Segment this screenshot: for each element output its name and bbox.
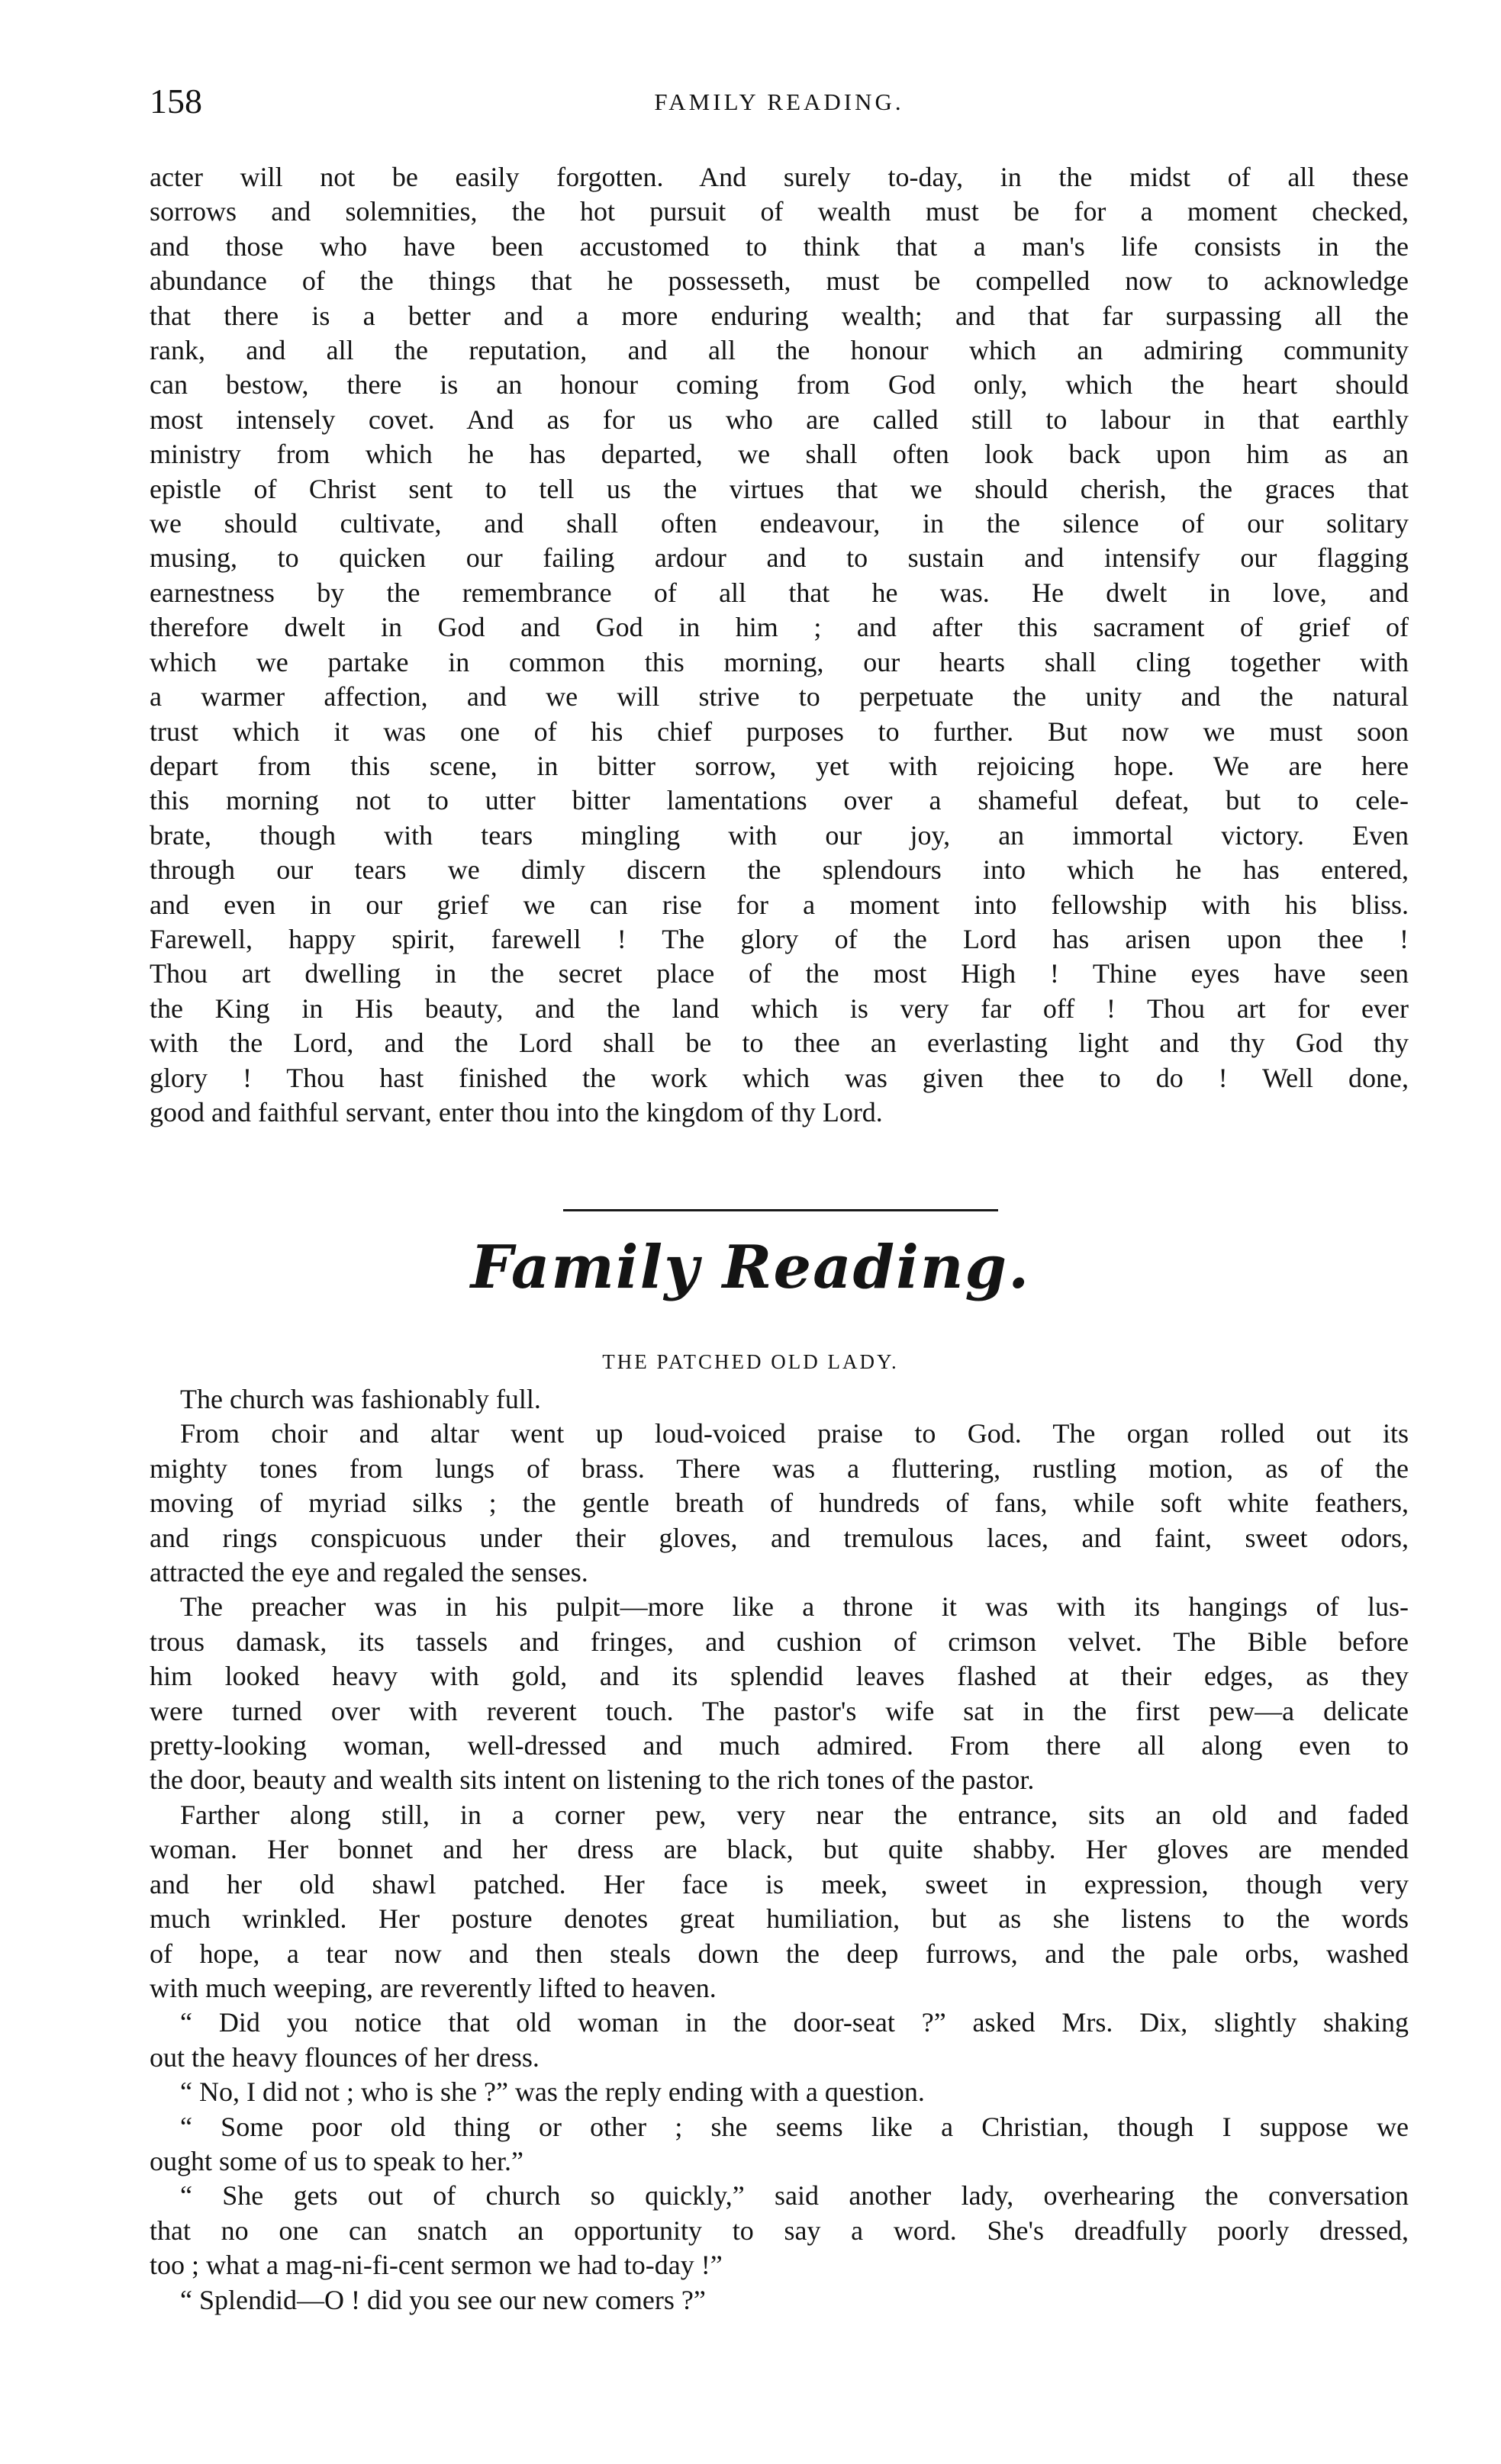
text-line: that there is a better and a more enduring wealth; and that far surpassing all the: [150, 300, 1409, 331]
article-title: THE PATCHED OLD LADY.: [602, 1350, 899, 1373]
text-line: therefore dwelt in God and God in him ; and after this sacrament of grief of: [150, 612, 1409, 643]
text-line: most intensely covet. And as for us who are called still to labour in that earthly: [150, 404, 1409, 435]
text-line: too ; what a mag-ni-fi-cent sermon we had to-day !”: [150, 2250, 723, 2281]
running-head: FAMILY READING.: [654, 88, 904, 115]
text-line: mighty tones from lungs of brass. There was a fluttering, rustling motion, as of the: [150, 1452, 1409, 1484]
page-header: [150, 81, 1409, 127]
text-line: abundance of the things that he possesseth, must be compelled now to acknowledge: [150, 265, 1409, 297]
text-line: with the Lord, and the Lord shall be to thee an everlasting light and thy God thy: [150, 1028, 1409, 1059]
text-line: epistle of Christ sent to tell us the virtues that we should cherish, the graces that: [150, 473, 1409, 504]
text-line: brate, though with tears mingling with our joy, an immortal victory. Even: [150, 819, 1409, 851]
section-title: Family Reading.: [470, 1233, 1031, 1302]
text-line: and even in our grief we can rise for a moment into fellowship with his bliss.: [150, 889, 1409, 920]
section-divider: [563, 1209, 998, 1211]
article-text: [150, 1382, 1409, 2318]
text-line: depart from this scene, in bitter sorrow, yet with rejoicing hope. We are here: [150, 750, 1409, 781]
text-line: earnestness by the remembrance of all that he was. He dwelt in love, and: [150, 577, 1409, 608]
text-line: that no one can snatch an opportunity to say a word. She's dreadfully poorly dressed,: [150, 2215, 1409, 2246]
text-line: this morning not to utter bitter lamentations over a shameful defeat, but to cele-: [150, 785, 1409, 816]
text-line: through our tears we dimly discern the splendours into which he has entered,: [150, 854, 1409, 886]
text-line: can bestow, there is an honour coming from God only, which the heart should: [150, 369, 1409, 400]
text-line: rank, and all the reputation, and all the honour which an admiring community: [150, 335, 1409, 366]
text-line: “ Splendid—O ! did you see our new comers ?”: [180, 2284, 706, 2315]
text-line: with much weeping, are reverently lifted to heaven.: [150, 1972, 717, 2003]
text-line: Farewell, happy spirit, farewell ! The glory of the Lord has arisen upon thee !: [150, 923, 1409, 954]
text-line: ministry from which he has departed, we shall often look back upon him as an: [150, 439, 1409, 470]
text-line: and her old shawl patched. Her face is meek, sweet in expression, though very: [150, 1868, 1409, 1899]
sermon-text: [150, 160, 1409, 1130]
text-line: Farther along still, in a corner pew, very near the entrance, sits an old and faded: [180, 1799, 1409, 1830]
text-line: acter will not be easily forgotten. And surely to-day, in the midst of all these: [150, 162, 1409, 192]
text-line: the King in His beauty, and the land which is very far off ! Thou art for ever: [150, 992, 1409, 1024]
text-line: musing, to quicken our failing ardour and to sustain and intensify our flagging: [150, 542, 1409, 574]
text-line: Thou art dwelling in the secret place of the most High ! Thine eyes have seen: [150, 958, 1409, 989]
text-line: him looked heavy with gold, and its splendid leaves flashed at their edges, as they: [150, 1661, 1409, 1692]
text-line: “ She gets out of church so quickly,” said another lady, overhearing the conversation: [180, 2180, 1409, 2211]
text-line: attracted the eye and regaled the senses.: [150, 1557, 588, 1588]
page-number: 158: [150, 82, 202, 121]
text-line: sorrows and solemnities, the hot pursuit of wealth must be for a moment checked,: [150, 196, 1409, 227]
text-line: which we partake in common this morning, our hearts shall cling together with: [150, 646, 1409, 677]
text-line: were turned over with reverent touch. The pastor's wife sat in the first pew—a delicate: [150, 1695, 1409, 1726]
text-line: glory ! Thou hast finished the work which was given thee to do ! Well done,: [150, 1062, 1409, 1093]
text-line: good and faithful servant, enter thou into the kingdom of thy Lord.: [150, 1096, 883, 1127]
text-line: the door, beauty and wealth sits intent on listening to the rich tones of the pastor.: [150, 1764, 1035, 1796]
text-line: woman. Her bonnet and her dress are black, but quite shabby. Her gloves are mended: [150, 1834, 1409, 1865]
text-line: trous damask, its tassels and fringes, and cushion of crimson velvet. The Bible before: [150, 1626, 1409, 1657]
text-line: a warmer affection, and we will strive to perpetuate the unity and the natural: [150, 681, 1409, 713]
text-line: pretty-looking woman, well-dressed and much admired. From there all along even to: [150, 1730, 1409, 1761]
text-line: we should cultivate, and shall often endeavour, in the silence of our solitary: [150, 508, 1409, 539]
text-line: “ Did you notice that old woman in the door-seat ?” asked Mrs. Dix, slightly shaking: [180, 2007, 1409, 2038]
text-line: From choir and altar went up loud-voiced praise to God. The organ rolled out its: [180, 1418, 1409, 1449]
text-line: “ No, I did not ; who is she ?” was the reply ending with a question.: [180, 2076, 925, 2108]
text-line: much wrinkled. Her posture denotes great humiliation, but as she listens to the words: [150, 1903, 1409, 1935]
text-line: moving of myriad silks ; the gentle breath of hundreds of fans, while soft white feathers,: [150, 1488, 1409, 1519]
text-line: “ Some poor old thing or other ; she seems like a Christian, though I suppose we: [180, 2111, 1409, 2142]
text-line: trust which it was one of his chief purposes to further. But now we must soon: [150, 716, 1409, 747]
text-line: ought some of us to speak to her.”: [150, 2145, 523, 2176]
text-line: of hope, a tear now and then steals down the deep furrows, and the pale orbs, washed: [150, 1938, 1409, 1969]
text-line: The preacher was in his pulpit—more like a throne it was with its hangings of lus-: [180, 1591, 1409, 1623]
text-line: The church was fashionably full.: [180, 1384, 541, 1414]
text-line: and those who have been accustomed to think that a man's life consists in the: [150, 230, 1409, 262]
text-line: out the heavy flounces of her dress.: [150, 2041, 540, 2073]
text-line: and rings conspicuous under their gloves, and tremulous laces, and faint, sweet odors,: [150, 1522, 1409, 1553]
